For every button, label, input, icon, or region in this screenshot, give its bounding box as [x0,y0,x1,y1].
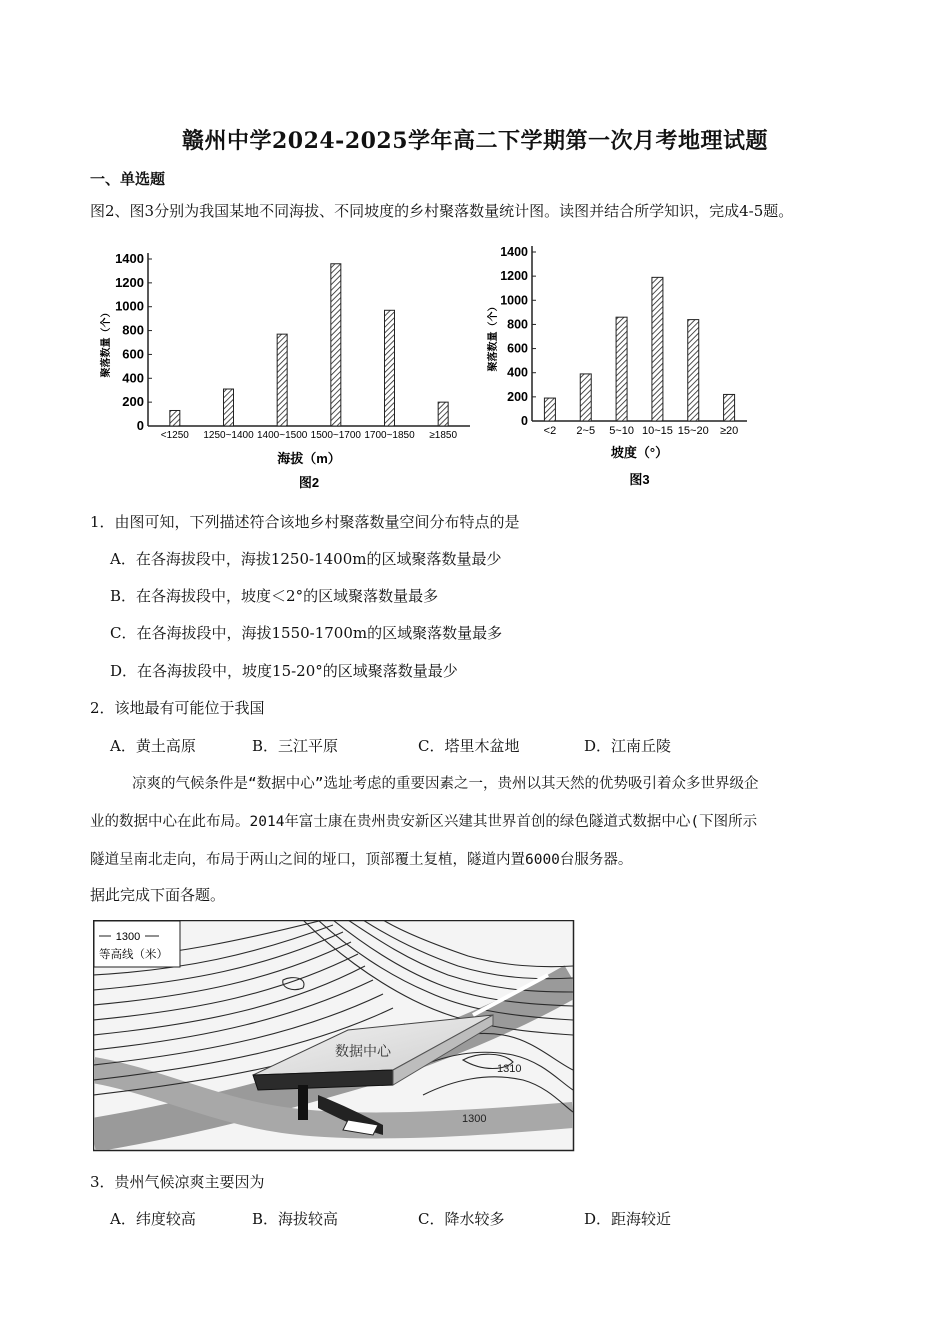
x-category-label: 5~10 [609,425,634,437]
y-axis-title: 聚落数量（个） [101,307,112,378]
y-tick-label: 1200 [500,269,528,284]
question-2-option-b[interactable]: B．三江平原 [252,737,339,755]
y-tick-label: 1000 [500,293,528,308]
bar-4 [652,277,663,421]
x-category-label: 1500~1700 [310,430,362,441]
question-1-option-b[interactable]: B．在各海拔段中，坡度＜2°的区域聚落数量最多 [110,587,439,605]
x-category-label: ≥20 [719,425,739,437]
y-tick-label: 200 [122,394,144,410]
y-tick-label: 1200 [115,274,144,290]
y-tick-label: 0 [136,418,144,433]
question-2-option-c[interactable]: C．塔里木盆地 [418,737,520,755]
legend-contour-label: 等高线（米） [99,949,168,961]
question-1-option-d[interactable]: D．在各海拔段中，坡度15-20°的区域聚落数量最少 [110,662,458,680]
bar-5 [688,320,699,421]
y-tick-label: 200 [507,389,528,404]
x-category-label: 2~5 [576,425,596,437]
bar-6 [724,394,735,421]
y-tick-label: 800 [507,317,528,332]
bar-1 [544,398,555,421]
y-tick-label: 1400 [115,251,144,266]
y-tick-label: 400 [122,370,144,386]
x-category-label: 15~20 [677,425,709,437]
x-category-label: ≥1850 [429,430,458,441]
question-3-option-a[interactable]: A．纬度较高 [110,1210,196,1228]
y-axis-title: 聚落数量（个） [488,301,499,372]
passage-line-1: 凉爽的气候条件是“数据中心”选址考虑的重要因素之一，贵州以其天然的优势吸引着众多世界级企 [132,776,759,792]
bar-4 [331,264,341,426]
question-1-stem: 1．由图可知，下列描述符合该地乡村聚落数量空间分布特点的是 [90,513,520,531]
x-category-label: <2 [543,425,557,437]
chart-caption: 图2 [298,475,320,490]
intro-text: 图2、图3分别为我国某地不同海拔、不同坡度的乡村聚落数量统计图。读图并结合所学知识，完成4-5题。 [90,202,794,220]
question-2-option-a[interactable]: A．黄土高原 [110,737,196,755]
y-tick-label: 1000 [115,298,144,314]
bar-1 [170,410,180,426]
chart-altitude [95,243,475,493]
x-category-label: <1250 [160,430,189,441]
y-tick-label: 400 [507,365,528,380]
x-category-label: 1400~1500 [256,430,308,441]
contour-label-1310: 1310 [497,1063,522,1075]
question-3-option-b[interactable]: B．海拔较高 [252,1210,339,1228]
question-2-option-d[interactable]: D．江南丘陵 [584,737,672,755]
contour-map [93,920,575,1152]
section-heading: 一、单选题 [90,170,166,188]
bar-6 [438,402,448,426]
x-category-label: 1700~1850 [364,430,415,441]
page-title: 赣州中学2024-2025学年高二下学期第一次月考地理试题 [181,128,769,154]
bar-2 [580,374,591,421]
passage-line-3: 隧道呈南北走向，布局于两山之间的垭口，顶部覆土复植，隧道内置6000台服务器。 [90,852,633,868]
question-2-stem: 2．该地最有可能位于我国 [90,699,265,717]
building-label: 数据中心 [335,1043,391,1059]
question-1-option-c[interactable]: C．在各海拔段中，海拔1550-1700m的区域聚落数量最多 [110,624,503,642]
passage-line-2: 业的数据中心在此布局。2014年富士康在贵州贵安新区兴建其世界首创的绿色隧道式数据中心(下图所示 [90,814,758,830]
question-1-option-a[interactable]: A．在各海拔段中，海拔1250-1400m的区域聚落数量最少 [110,550,502,568]
bar-5 [385,310,395,426]
contour-label-1300: 1300 [462,1113,487,1125]
legend-contour-value: 1300 [115,931,141,943]
x-axis-title: 坡度（°） [610,445,669,460]
question-3-option-d[interactable]: D．距海较近 [584,1210,672,1228]
y-tick-label: 600 [507,341,528,356]
passage-line-4: 据此完成下面各题。 [90,886,226,904]
y-tick-label: 800 [122,322,144,338]
y-tick-label: 1400 [500,245,528,259]
bar-2 [224,389,234,426]
y-tick-label: 0 [521,414,528,428]
x-axis-title: 海拔（m） [277,451,341,466]
bar-3 [616,317,627,421]
chart-caption: 图3 [629,472,650,487]
question-3-stem: 3．贵州气候凉爽主要因为 [90,1173,265,1191]
chart-slope [482,238,782,493]
question-3-option-c[interactable]: C．降水较多 [418,1210,505,1228]
bar-3 [277,334,287,426]
x-category-label: 1250~1400 [203,430,254,441]
x-category-label: 10~15 [641,425,673,437]
y-tick-label: 600 [122,346,144,362]
